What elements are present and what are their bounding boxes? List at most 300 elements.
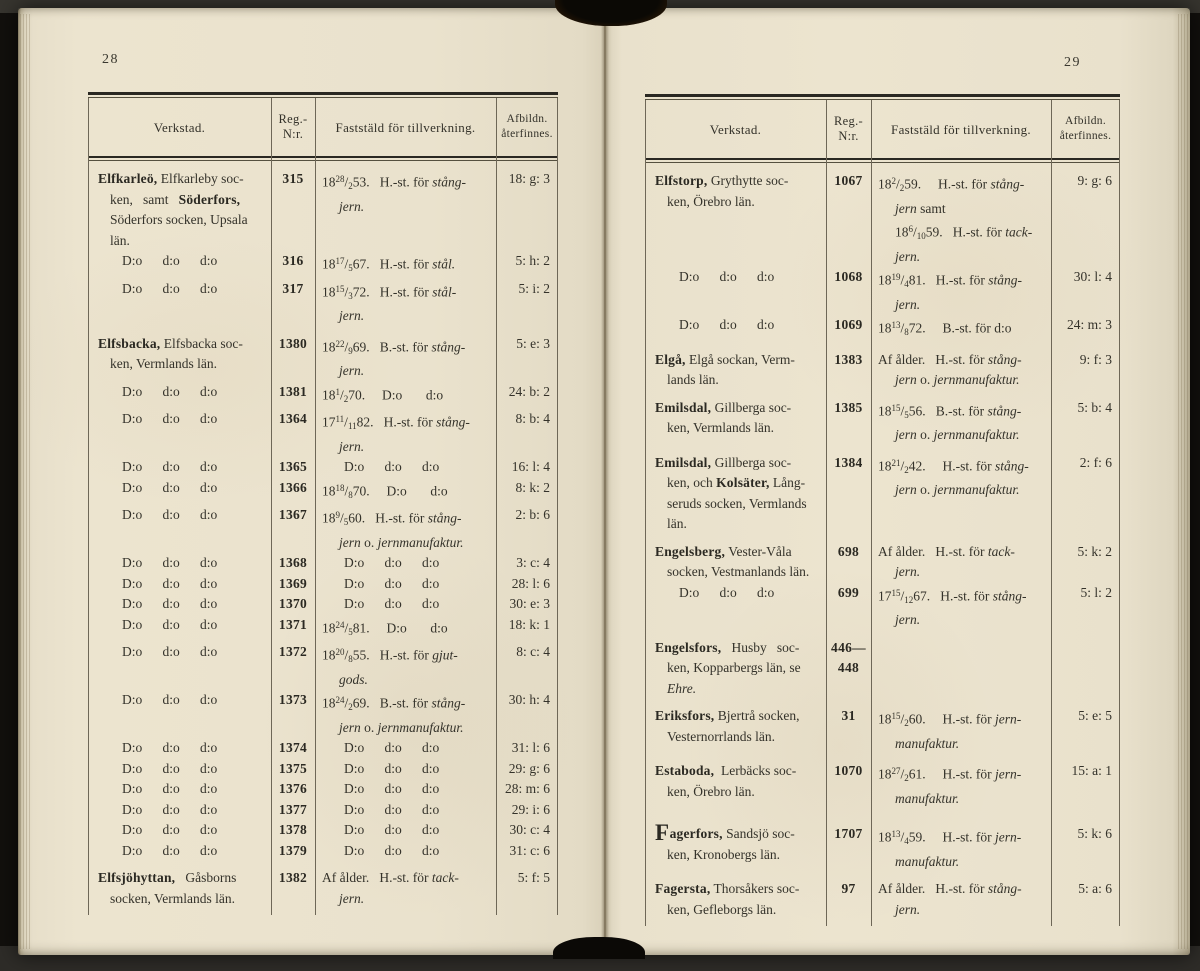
text-segment: 18: [322, 620, 336, 635]
faststald-cell: [315, 279, 496, 327]
text-segment: 9: [335, 510, 340, 520]
text-segment: 3: [348, 290, 353, 301]
text-segment: ken, och: [667, 475, 717, 490]
verkstad-line: [98, 382, 271, 403]
verkstad-cell: [88, 820, 271, 841]
verkstad-line: [655, 845, 826, 866]
faststald-line: [878, 350, 1051, 371]
verkstad-cell: [88, 279, 271, 300]
text-segment: 24: [335, 619, 345, 630]
text-segment: Söderfors,: [178, 191, 241, 207]
verkstad-cell: [645, 350, 826, 391]
reg-cell: [826, 706, 871, 727]
text-segment: stång-: [992, 588, 1027, 603]
afbildn-cell: 15: a: 1: [1071, 763, 1112, 778]
text-segment: /: [340, 510, 344, 526]
text-segment: Af ålder. H.-st. för: [878, 881, 988, 896]
text-segment: jern.: [339, 363, 365, 378]
text-segment: 59. H.-st. för: [908, 829, 996, 845]
afbildn-cell: 29: i: 6: [511, 801, 550, 817]
reg-number: 1372: [278, 644, 308, 659]
afbildn-cell: 30: e: 3: [509, 596, 550, 611]
reg-cell: [271, 738, 315, 759]
faststald-line: [878, 480, 1051, 501]
verkstad-cell: [645, 638, 826, 700]
reg-cell: [826, 879, 871, 900]
text-segment: 8: [904, 327, 909, 337]
text-segment: 17: [878, 588, 892, 603]
verkstad-line: [655, 706, 826, 727]
reg-cell: [826, 453, 871, 474]
faststald-line: [878, 453, 1051, 481]
text-segment: D:o d:o d:o: [122, 692, 218, 707]
verkstad-line: [655, 562, 826, 583]
text-segment: 18: [878, 829, 892, 845]
afbildn-cell: 5: f: 5: [517, 870, 550, 885]
text-segment: 55. H.-st. för: [352, 647, 433, 663]
reg-cell: [271, 841, 315, 862]
reg-cell: [271, 409, 315, 430]
text-segment: 28: [335, 174, 345, 184]
book-spine: [601, 8, 609, 955]
text-segment: 24: [335, 695, 345, 705]
text-segment: D:o d:o d:o: [122, 760, 218, 776]
verkstad-cell: [645, 267, 826, 288]
text-segment: /: [344, 339, 349, 354]
verkstad-cell: [88, 738, 271, 759]
column-header-label: återfinnes.: [1059, 130, 1112, 142]
faststald-cell: [871, 542, 1051, 583]
table-row: [88, 800, 558, 821]
faststald-line: [878, 879, 1051, 900]
verkstad-line: [98, 190, 271, 211]
reg-number: 1366: [278, 479, 308, 495]
text-segment: Emilsdal,: [655, 454, 712, 470]
verkstad-cell: [645, 398, 826, 439]
page-number: 28: [102, 52, 119, 67]
reg-number: 31: [841, 708, 856, 723]
verkstad-cell: [88, 615, 271, 636]
verkstad-line: [98, 642, 271, 663]
afbildn-cell: 2: f: 6: [1079, 454, 1112, 470]
text-segment: ken, samt: [110, 191, 179, 207]
text-segment: 22: [335, 338, 345, 349]
text-segment: 70. D:o d:o: [348, 387, 444, 402]
text-segment: D:o d:o d:o: [122, 280, 218, 296]
text-segment: tack-: [987, 543, 1015, 559]
faststald-cell: [871, 315, 1051, 343]
text-segment: 18: [878, 711, 892, 727]
text-segment: 8: [348, 489, 353, 500]
text-segment: stång-: [988, 272, 1023, 288]
text-segment: Af ålder. H.-st. för: [878, 543, 988, 559]
faststald-line: [322, 820, 496, 841]
reg-number: 315: [282, 171, 304, 186]
text-segment: jernmanufaktur.: [377, 719, 464, 735]
text-segment: 6: [908, 224, 913, 234]
verkstad-line: [98, 231, 271, 252]
faststald-line: [322, 279, 496, 307]
text-segment: jern: [895, 427, 917, 442]
verkstad-cell: [88, 334, 271, 375]
table-row: [88, 779, 558, 800]
faststald-line: [878, 199, 1051, 220]
reg-cell: [271, 615, 315, 636]
text-segment: stång-: [987, 403, 1022, 418]
table-body: [645, 163, 1120, 926]
text-segment: Gåsborns: [175, 870, 237, 885]
verkstad-cell: [88, 690, 271, 711]
column-header-label: Reg.-: [278, 112, 308, 126]
text-segment: D:o d:o d:o: [122, 507, 218, 522]
faststald-cell: [315, 553, 496, 574]
text-segment: /: [900, 829, 905, 845]
table-row: [645, 820, 1120, 872]
text-segment: jern: [895, 372, 917, 387]
text-segment: jernmanufaktur.: [933, 427, 1020, 442]
verkstad-cell: [88, 457, 271, 478]
text-segment: tack-: [431, 870, 459, 885]
text-segment: 15: [335, 283, 345, 294]
text-segment: 60. H.-st. för: [348, 510, 428, 526]
text-segment: 10: [916, 231, 926, 241]
faststald-line: [322, 478, 496, 506]
text-segment: ken, Vermlands län.: [110, 356, 217, 371]
text-segment: o.: [916, 372, 934, 387]
table-row: [88, 615, 558, 643]
reg-number: 1383: [834, 351, 863, 367]
text-segment: Emilsdal,: [655, 399, 712, 415]
table-row: [88, 594, 558, 615]
reg-cell: [271, 382, 315, 403]
table-row: [645, 706, 1120, 754]
text-segment: Grythytte soc-: [707, 173, 789, 188]
text-segment: D:o d:o d:o: [122, 822, 218, 837]
verkstad-line: [655, 398, 826, 419]
reg-number: 1707: [834, 826, 863, 841]
faststald-cell: [871, 171, 1051, 267]
verkstad-line: [98, 457, 271, 478]
verkstad-line: [98, 615, 271, 636]
text-segment: 2: [891, 176, 896, 186]
faststald-cell: [315, 334, 496, 382]
faststald-line: [322, 334, 496, 362]
faststald-cell: [315, 690, 496, 738]
text-segment: D:o d:o d:o: [344, 822, 440, 837]
text-segment: 81. H.-st. för: [908, 272, 989, 288]
text-segment: D:o d:o d:o: [344, 842, 440, 858]
verkstad-line: [98, 800, 271, 821]
text-segment: Estaboda,: [655, 763, 715, 778]
table-row: [88, 841, 558, 862]
reg-number: 1377: [278, 801, 308, 817]
faststald-line: [878, 370, 1051, 391]
text-segment: 70. D:o d:o: [352, 483, 448, 498]
afbildn-cell: 29: g: 6: [508, 760, 550, 776]
afbildn-cell: 5: h: 2: [515, 253, 550, 268]
text-segment: Elfsjöhyttan,: [98, 870, 176, 885]
verkstad-line: [655, 638, 826, 659]
verkstad-line: [655, 658, 826, 679]
text-segment: Vesternorrlands län.: [667, 728, 775, 744]
text-segment: jern-: [995, 829, 1022, 845]
reg-cell: [271, 820, 315, 841]
text-segment: 59. H.-st. för: [925, 224, 1006, 240]
text-segment: D:o d:o d:o: [344, 575, 440, 591]
faststald-cell: [315, 457, 496, 478]
faststald-line: [878, 583, 1051, 611]
text-segment: D:o d:o d:o: [122, 781, 218, 796]
reg-cell: [271, 779, 315, 800]
table-row: [645, 879, 1120, 920]
text-segment: 18: [322, 695, 336, 711]
table-row: [645, 267, 1120, 315]
verkstad-cell: [88, 841, 271, 862]
text-segment: stång-: [432, 174, 467, 190]
text-segment: 2: [343, 393, 349, 404]
text-segment: Gillberga soc-: [711, 399, 792, 415]
verkstad-cell: [88, 759, 271, 780]
text-segment: /: [896, 176, 900, 192]
table-header: [88, 98, 558, 156]
afbildn-cell: 28: l: 6: [511, 575, 550, 591]
reg-number: 1376: [278, 781, 308, 796]
text-segment: D:o d:o d:o: [122, 801, 218, 817]
afbildn-cell: 5: a: 6: [1078, 881, 1112, 896]
text-segment: 53. H.-st. för: [352, 174, 433, 190]
text-segment: D:o d:o d:o: [344, 459, 440, 474]
verkstad-line: [655, 418, 826, 439]
reg-number: 1369: [278, 575, 308, 591]
text-segment: D:o d:o d:o: [122, 616, 218, 632]
register-table: [88, 92, 558, 915]
text-segment: 67. H.-st. för: [352, 256, 433, 272]
text-segment: /: [344, 695, 349, 711]
text-segment: D:o d:o d:o: [122, 479, 218, 495]
text-segment: 2: [348, 181, 353, 191]
faststald-line: [878, 761, 1051, 789]
table-row: [645, 761, 1120, 809]
right-page: [606, 8, 1190, 955]
verkstad-cell: [88, 594, 271, 615]
verkstad-line: [98, 779, 271, 800]
reg-number: 1378: [278, 822, 308, 837]
text-segment: D:o d:o d:o: [344, 555, 440, 570]
reg-number: 1381: [278, 383, 308, 399]
afbildn-cell: 8: k: 2: [515, 479, 550, 495]
text-segment: jern.: [895, 612, 921, 627]
faststald-cell: [315, 594, 496, 615]
text-segment: Ehre.: [667, 680, 697, 696]
column-header-faststald: [315, 120, 496, 135]
text-segment: /: [344, 647, 349, 663]
text-segment: manufaktur.: [895, 735, 960, 751]
table-row: [645, 398, 1120, 446]
text-segment: D:o d:o d:o: [122, 842, 218, 858]
table-row: [88, 642, 558, 690]
text-segment: Elfstorp,: [655, 173, 708, 188]
verkstad-cell: [645, 879, 826, 920]
text-segment: ken, Örebro län.: [667, 193, 755, 209]
text-segment: /: [900, 403, 905, 418]
text-segment: gjut-: [432, 647, 458, 663]
faststald-cell: [871, 824, 1051, 872]
left-page: [18, 8, 606, 955]
text-segment: 18: [322, 510, 336, 526]
text-segment: 15: [891, 711, 901, 721]
text-segment: 15: [891, 587, 901, 598]
text-segment: D:o d:o d:o: [122, 411, 218, 426]
column-header-afbildn: [1051, 114, 1120, 144]
text-segment: 72. B.-st. för d:o: [908, 320, 1012, 336]
text-segment: Elfsbacka soc-: [160, 335, 243, 351]
faststald-cell: [871, 583, 1051, 631]
reg-number: 1069: [834, 317, 863, 332]
reg-number: 1070: [834, 763, 863, 778]
faststald-line: [878, 852, 1051, 873]
afbildn-cell: 9: f: 3: [1079, 351, 1112, 367]
text-segment: 4: [904, 279, 909, 289]
reg-number: 316: [282, 253, 304, 268]
column-header-afbildn: [496, 112, 558, 142]
text-segment: 2: [904, 718, 909, 728]
faststald-cell: [315, 779, 496, 800]
verkstad-cell: [88, 409, 271, 430]
faststald-cell: [871, 453, 1051, 501]
verkstad-line: [98, 553, 271, 574]
text-segment: 11: [335, 414, 345, 424]
table-row: [88, 574, 558, 595]
reg-number: 446—: [831, 639, 866, 655]
text-segment: Lång-: [769, 475, 806, 490]
table-row: [88, 457, 558, 478]
register-table: [645, 94, 1120, 926]
faststald-line: [878, 247, 1051, 268]
verkstad-cell: [88, 251, 271, 272]
verkstad-line: [98, 868, 271, 889]
text-segment: 18: [322, 174, 336, 190]
text-segment: Elgå sockan, Verm-: [685, 351, 795, 367]
text-segment: /: [344, 620, 349, 635]
text-segment: 18: [895, 224, 909, 240]
faststald-line: [322, 779, 496, 800]
verkstad-line: [655, 315, 826, 336]
text-segment: ken, Gefleborgs län.: [667, 901, 777, 917]
text-segment: jern-: [995, 711, 1022, 727]
reg-number: 698: [837, 543, 860, 559]
reg-cell: [271, 759, 315, 780]
verkstad-line: [655, 192, 826, 213]
text-segment: /: [900, 588, 905, 603]
reg-number: 1364: [278, 411, 308, 426]
faststald-cell: [315, 382, 496, 410]
reg-cell: [271, 594, 315, 615]
faststald-line: [322, 718, 496, 739]
text-segment: tack-: [1005, 224, 1033, 240]
faststald-cell: [315, 478, 496, 506]
column-header-reg: [271, 112, 315, 142]
text-segment: D:o d:o d:o: [122, 383, 218, 399]
table-body: [88, 161, 558, 915]
faststald-cell: [315, 738, 496, 759]
faststald-cell: [315, 642, 496, 690]
text-segment: Sandsjö soc-: [722, 826, 795, 841]
verkstad-line: [98, 738, 271, 759]
faststald-line: [878, 267, 1051, 295]
text-segment: stång-: [436, 414, 470, 430]
spine-bottom-notch: [553, 937, 645, 959]
faststald-line: [322, 361, 496, 382]
table-row: [645, 453, 1120, 535]
verkstad-cell: [88, 478, 271, 499]
faststald-cell: [871, 879, 1051, 920]
afbildn-cell: 24: m: 3: [1066, 317, 1112, 332]
table-row: [88, 334, 558, 382]
text-segment: o.: [916, 482, 934, 497]
text-segment: lands län.: [667, 372, 719, 387]
table-row: [88, 505, 558, 553]
table-row: [645, 583, 1120, 631]
faststald-line: [322, 615, 496, 643]
text-segment: Engelsberg,: [655, 543, 726, 559]
text-segment: Bjertrå socken,: [714, 708, 800, 723]
text-segment: gods.: [339, 671, 368, 687]
reg-number: 1373: [278, 692, 308, 707]
text-segment: /: [900, 458, 905, 473]
text-segment: 12: [904, 594, 914, 605]
text-segment: 72. H.-st. för: [352, 284, 433, 299]
text-segment: /: [900, 711, 905, 727]
text-segment: stål-: [432, 284, 457, 299]
text-segment: /: [344, 256, 349, 272]
column-header-label: N:r.: [282, 127, 304, 141]
faststald-line: [322, 409, 496, 437]
reg-cell: [271, 169, 315, 190]
verkstad-cell: [88, 779, 271, 800]
page-number: 29: [1064, 55, 1081, 70]
verkstad-line: [655, 820, 826, 845]
faststald-cell: [315, 868, 496, 909]
faststald-line: [322, 738, 496, 759]
text-segment: manufaktur.: [895, 790, 960, 806]
table-row: [645, 542, 1120, 583]
faststald-cell: [871, 706, 1051, 754]
afbildn-cell: 30: h: 4: [508, 692, 550, 707]
reg-number: 1367: [278, 507, 308, 522]
text-segment: Engelsfors,: [655, 639, 722, 655]
verkstad-cell: [645, 820, 826, 865]
faststald-line: [322, 574, 496, 595]
column-header-label: Afbildn.: [506, 113, 548, 125]
afbildn-cell: 31: l: 6: [511, 740, 550, 755]
column-header-reg: [826, 114, 871, 144]
table-row: [88, 553, 558, 574]
text-segment: /: [340, 387, 344, 402]
text-segment: /: [900, 272, 905, 288]
text-segment: 18: [322, 387, 336, 402]
reg-number: 1379: [278, 842, 308, 858]
column-header-verkstad: [88, 120, 271, 135]
reg-cell: [826, 638, 871, 679]
reg-cell: [271, 457, 315, 478]
column-header-verkstad: [645, 122, 826, 137]
text-segment: stång-: [987, 881, 1022, 896]
verkstad-line: [98, 820, 271, 841]
text-segment: jern.: [895, 564, 921, 579]
reg-number: 1068: [834, 269, 863, 284]
text-segment: jern.: [895, 248, 921, 264]
reg-number: 1368: [278, 555, 308, 570]
